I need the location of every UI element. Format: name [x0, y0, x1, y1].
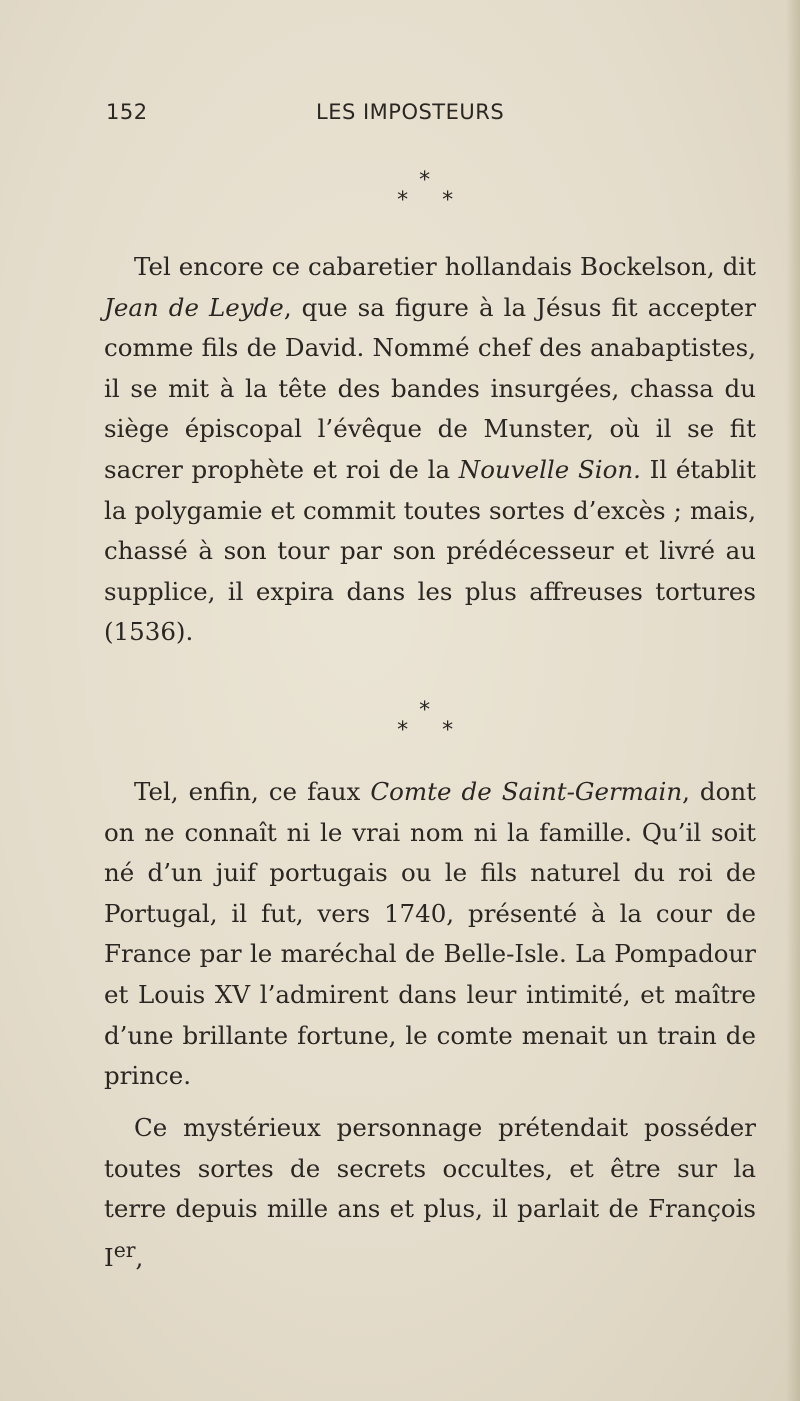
paragraph-mysterious — [104, 1108, 756, 1279]
asterism-star: * — [441, 718, 455, 743]
paragraph-text: , que sa figure à la Jésus fit accepter comme fils de David. Nommé chef des anabaptistes, il se mit à la tête des bandes insurgées, chassa du siège épiscopal l’évêque de Munster, où il se fit sacrer prophète et roi de la — [104, 292, 757, 484]
paragraph-text: Tel, enfin, ce faux — [134, 777, 371, 806]
paragraph-bockelson — [104, 247, 756, 653]
page-number: 152 — [106, 100, 148, 124]
paragraph-text: Ce mystérieux personnage prétendait posséder toutes sortes de secrets occultes, et être sur la terre depuis mille ans et plus, il parlait de François I — [104, 1113, 756, 1272]
paragraph-text: Tel encore ce cabaretier hollandais Bockelson, dit — [134, 252, 756, 281]
paragraph-text: , dont on ne connaît ni le vrai nom ni la famille. Qu’il soit né d’un juif portugais ou le fils naturel du roi de Portugal, il fut, vers 1740, présenté à la cour de France par le maréchal de Belle-Isle. La Pompadour et Louis XV l’admirent dans leur intimité, et maître d’une brillante fortune, le comte menait un train de prince. — [104, 777, 756, 1091]
asterism-star: * — [396, 188, 410, 213]
running-title: LES IMPOSTEURS — [316, 100, 505, 124]
asterism-star: * — [396, 718, 410, 743]
italic-name: Jean de Leyde — [104, 292, 284, 322]
italic-name: Nouvelle Sion. — [458, 454, 641, 484]
paragraph-text: Il établit la polygamie et commit toutes sortes d’excès ; mais, chassé à son tour par son prédécesseur et livré au supplice, il expira dans les plus affreuses tortures (1536). — [104, 454, 756, 647]
asterism-star: * — [418, 698, 432, 723]
paragraph-saint-germain — [104, 772, 756, 1097]
asterism-star: * — [418, 168, 432, 193]
section-asterism — [380, 170, 470, 214]
asterism-star: * — [441, 188, 455, 213]
running-head — [106, 100, 754, 132]
superscript: er — [113, 1237, 136, 1262]
section-asterism — [380, 700, 470, 744]
paragraph-text: , — [135, 1242, 144, 1272]
italic-name: Comte de Saint-Germain — [370, 777, 683, 806]
